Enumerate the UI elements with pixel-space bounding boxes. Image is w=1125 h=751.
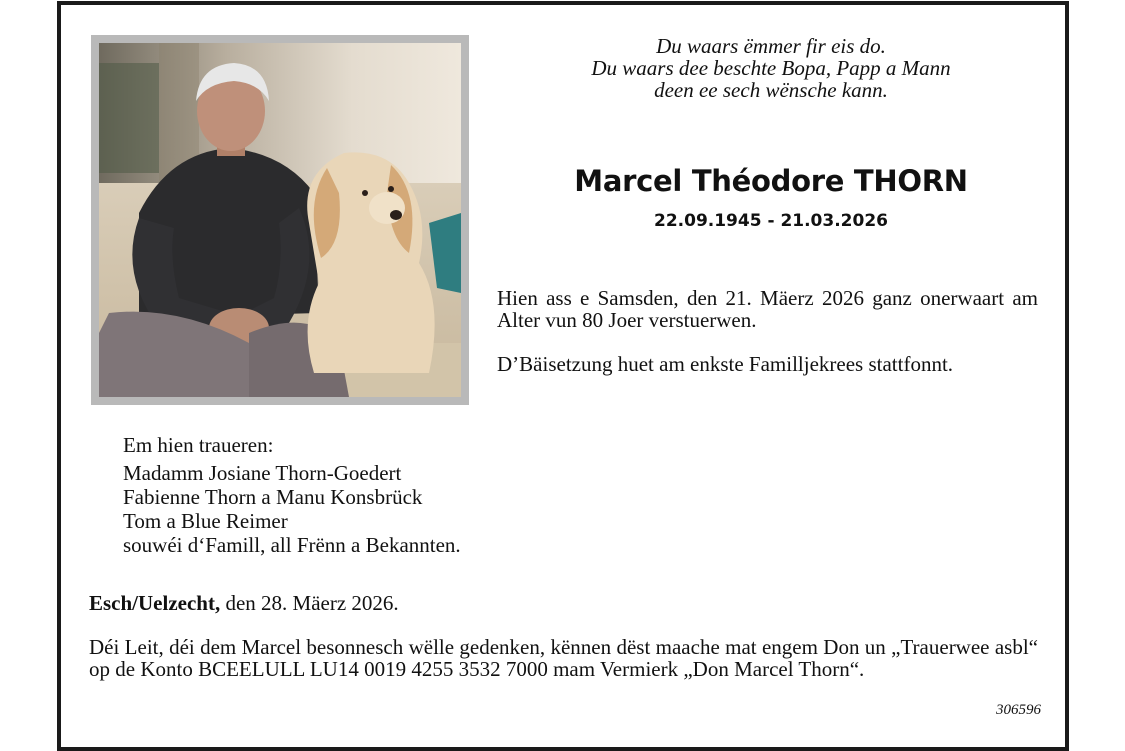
reference-number: 306596 (996, 702, 1041, 718)
notice-date: den 28. Mäerz 2026. (225, 591, 399, 615)
death-announcement: Hien ass e Samsden, den 21. Mäerz 2026 ganz onerwaart am Alter vun 80 Joer verstuerwen. (497, 286, 1038, 332)
poem-line: Du waars ëmmer fir eis do. (656, 34, 886, 58)
donation-note: Déi Leit, déi dem Marcel besonnesch wëlle gedenken, kënnen dëst maache mat engem Don un „Trauerwee asbl“ op de Konto BCEELULL LU14 0019 4255 3532 7000 mam Vermierk „Don Marcel Thorn“. (89, 635, 1038, 681)
obituary-notice (57, 1, 1069, 751)
deceased-name: Marcel Théodore THORN (574, 164, 968, 198)
mourners-list (123, 433, 461, 557)
mourner-name: Madamm Josiane Thorn-Goedert (123, 461, 402, 485)
place-and-date (89, 591, 399, 615)
poem-line: Du waars dee beschte Bopa, Papp a Mann (591, 56, 951, 80)
mourner-name: Tom a Blue Reimer (123, 509, 288, 533)
mourner-name: Fabienne Thorn a Manu Konsbrück (123, 485, 423, 509)
life-dates: 22.09.1945 - 21.03.2026 (654, 211, 888, 231)
man-with-dog-image (99, 43, 461, 397)
mourner-name: souwéi d‘Famill, all Frënn a Bekannten. (123, 533, 461, 557)
portrait-photo (91, 35, 469, 405)
poem-line: deen ee sech wënsche kann. (654, 78, 888, 102)
funeral-notice: D’Bäisetzung huet am enkste Familljekrees stattfonnt. (497, 352, 954, 376)
city: Esch/Uelzecht, (89, 591, 221, 615)
memorial-poem (521, 35, 1021, 101)
mourners-heading: Em hien traueren: (123, 433, 274, 457)
